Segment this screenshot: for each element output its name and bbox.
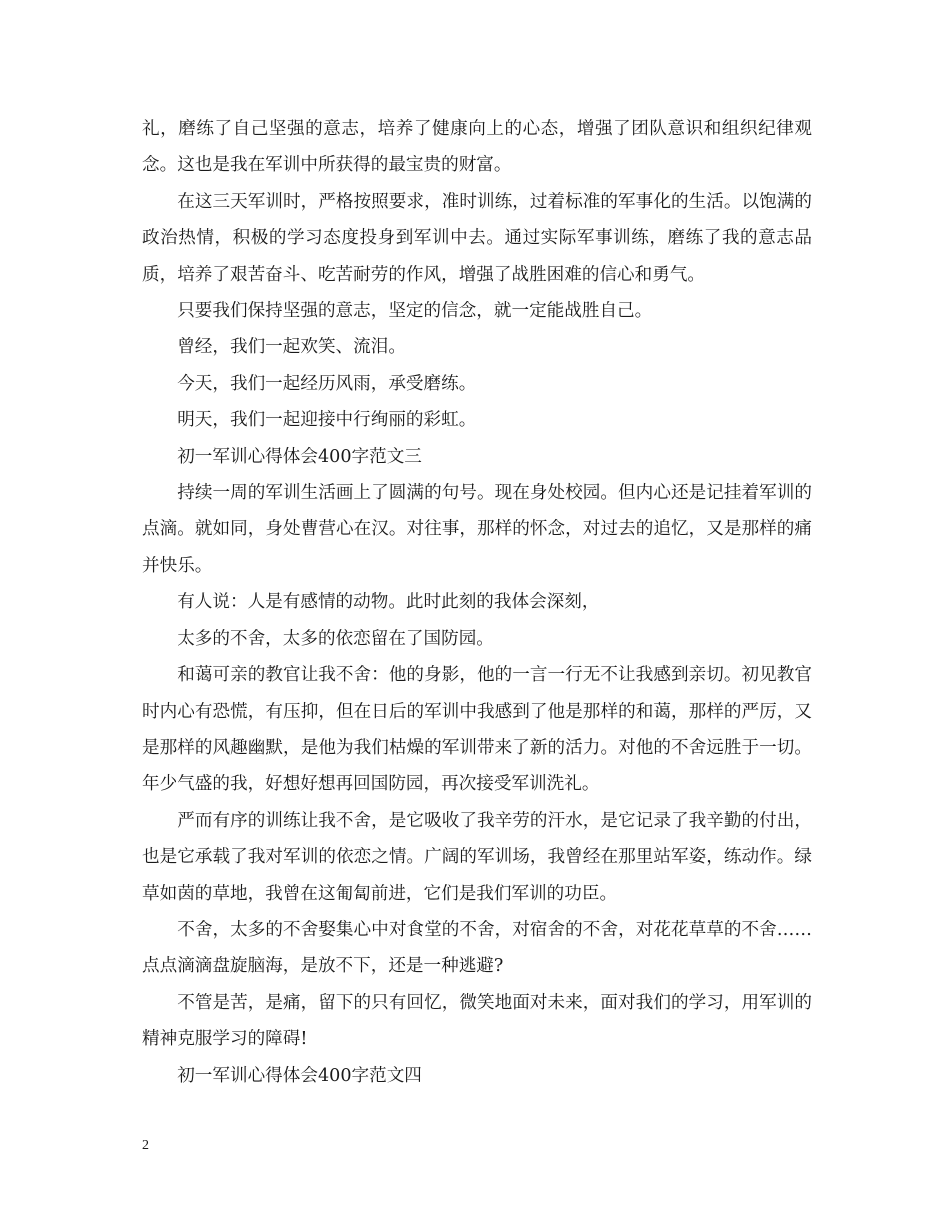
paragraph-8: 持续一周的军训生活画上了圆满的句号。现在身处校园。但内心还是记挂着军训的点滴。就如同，身处曹营心在汉。对往事，那样的怀念，对过去的追忆，又是那样的痛并快乐。 bbox=[142, 483, 812, 576]
paragraph-12: 严而有序的训练让我不舍，是它吸收了我辛劳的汗水，是它记录了我辛勤的付出，也是它承载了我对军训的依恋之情。广阔的军训场，我曾经在那里站军姿，练动作。绿草如茵的草地，我曾在这匍匐前进，它们是我们军训的功臣。 bbox=[142, 810, 812, 904]
section-heading-3: 初一军训心得体会400字范文三 bbox=[177, 446, 422, 467]
paragraph-2: 在这三天军训时，严格按照要求，准时训练，过着标准的军事化的生活。以饱满的政治热情，积极的学习态度投身到军训中去。通过实际军事训练，磨练了我的意志品质，培养了艰苦奋斗、吃苦耐劳的作风，增强了战胜困难的信心和勇气。 bbox=[142, 191, 812, 285]
paragraph-9: 有人说：人是有感情的动物。此时此刻的我体会深刻， bbox=[177, 592, 600, 613]
paragraph-14: 不管是苦，是痛，留下的只有回忆，微笑地面对未来，面对我们的学习，用军训的精神克服学习的障碍! bbox=[142, 992, 812, 1050]
paragraph-4: 曾经，我们一起欢笑、流泪。 bbox=[177, 337, 406, 358]
section-heading-4: 初一军训心得体会400字范文四 bbox=[177, 1065, 422, 1086]
paragraph-1: 礼，磨练了自己坚强的意志，培养了健康向上的心态，增强了团队意识和组织纪律观念。这也是我在军训中所获得的最宝贵的财富。 bbox=[142, 119, 812, 176]
page-number: 2 bbox=[142, 1138, 149, 1153]
paragraph-13: 不舍，太多的不舍娶集心中对食堂的不舍，对宿舍的不舍，对花花草草的不舍……点点滴滴盘旋脑海，是放不下，还是一种逃避? bbox=[142, 919, 812, 977]
paragraph-3: 只要我们保持坚强的意志，坚定的信念，就一定能战胜自己。 bbox=[177, 301, 653, 322]
paragraph-11: 和蔼可亲的教官让我不舍：他的身影，他的一言一行无不让我感到亲切。初见教官时内心有恐慌，有压抑，但在日后的军训中我感到了他是那样的和蔼，那样的严厉，又是那样的风趣幽默，是他为我们枯燥的军训带来了新的活力。对他的不舍远胜于一切。年少气盛的我，好想好想再回国防园，再次接受军训洗礼。 bbox=[142, 665, 812, 795]
document-body bbox=[142, 111, 812, 1094]
paragraph-6: 明天，我们一起迎接中行绚丽的彩虹。 bbox=[177, 410, 477, 431]
paragraph-10: 太多的不舍，太多的依恋留在了国防园。 bbox=[177, 628, 494, 649]
paragraph-5: 今天，我们一起经历风雨，承受磨练。 bbox=[177, 373, 477, 394]
